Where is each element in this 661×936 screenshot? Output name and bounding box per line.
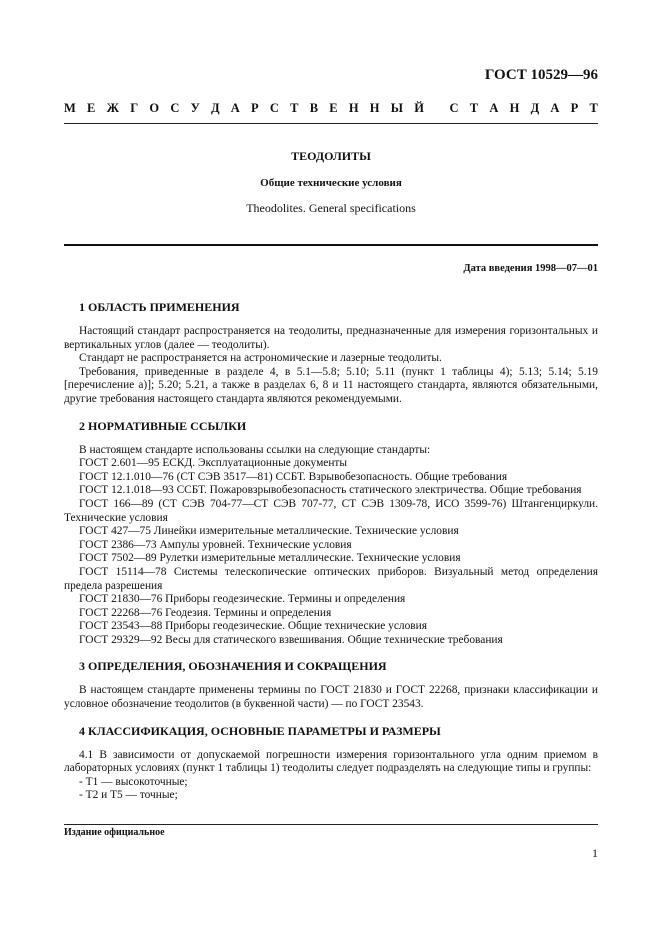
list-item: - Т1 — высокоточные; xyxy=(79,775,188,788)
title-divider xyxy=(64,244,598,246)
reference-item: ГОСТ 7502—89 Рулетки измерительные металлические. Технические условия xyxy=(79,552,461,565)
banner-letter: Н xyxy=(348,101,359,115)
official-edition-label: Издание официальное xyxy=(64,827,165,838)
section-heading: 2 НОРМАТИВНЫЕ ССЫЛКИ xyxy=(79,418,247,433)
reference-item: ГОСТ 12.1.018—93 ССБТ. Пожаровзрывобезопасность статического электричества. Общие требования xyxy=(79,484,582,497)
document-title: ТЕОДОЛИТЫ xyxy=(291,149,371,163)
paragraph: В настоящем стандарте применены термины по ГОСТ 21830 и ГОСТ 22268, признаки классификации и условное обозначение теодолитов (в буквенной части) — по ГОСТ 23543. xyxy=(64,684,598,711)
banner-letter: С xyxy=(269,101,279,115)
english-title: Theodolites. General specifications xyxy=(246,201,416,215)
reference-item: ГОСТ 166—89 (СТ СЭВ 704-77—СТ СЭВ 707-77, СТ СЭВ 1309-78, ИСО 3599-76) Штангенциркули. Технические условия xyxy=(64,497,598,524)
banner-letter: Р xyxy=(251,101,259,115)
list-item: - Т2 и Т5 — точные; xyxy=(79,789,178,802)
banner-letter: Е xyxy=(87,101,96,115)
paragraph: В настоящем стандарте использованы ссылки на следующие стандарты: xyxy=(79,443,431,456)
footer-divider xyxy=(64,824,598,825)
banner-letter: У xyxy=(190,101,200,115)
interstate-standard-banner xyxy=(64,101,598,116)
reference-item: ГОСТ 22268—76 Геодезия. Термины и определения xyxy=(79,606,332,619)
section-heading: 4 КЛАССИФИКАЦИЯ, ОСНОВНЫЕ ПАРАМЕТРЫ И РАЗМЕРЫ xyxy=(79,723,441,738)
banner-letter: В xyxy=(309,101,319,115)
section-heading: 3 ОПРЕДЕЛЕНИЯ, ОБОЗНАЧЕНИЯ И СОКРАЩЕНИЯ xyxy=(79,659,387,674)
banner-letter: Н xyxy=(509,101,520,115)
paragraph: 4.1 В зависимости от допускаемой погрешности измерения горизонтального угла одним приемом в лабораторных условиях (пункт 1 таблицы 1) теодолиты следует подразделять на следующие типы и группы: xyxy=(64,748,598,775)
banner-letter: Д xyxy=(210,101,220,115)
banner-letter: С xyxy=(449,101,459,115)
banner-letter: Г xyxy=(130,101,139,115)
banner-letter: Й xyxy=(414,101,424,115)
banner-space xyxy=(435,101,438,116)
banner-letter: С xyxy=(170,101,180,115)
banner-letter: А xyxy=(550,101,560,115)
document-subtitle: Общие технические условия xyxy=(260,177,402,189)
document-body xyxy=(64,300,598,803)
banner-letter: О xyxy=(149,101,160,115)
banner-letter: А xyxy=(489,101,499,115)
reference-item: ГОСТ 427—75 Линейки измерительные металлические. Технические условия xyxy=(79,525,459,538)
standard-code: ГОСТ 10529—96 xyxy=(484,67,598,83)
banner-letter: Р xyxy=(570,101,579,115)
banner-letter: Е xyxy=(329,101,338,115)
reference-item: ГОСТ 2386—73 Ампулы уровней. Технические условия xyxy=(79,538,352,551)
introduction-date: Дата введения 1998—07—01 xyxy=(463,263,598,274)
banner-divider xyxy=(64,123,598,124)
banner-letter: А xyxy=(230,101,240,115)
banner-letter: Ж xyxy=(106,101,119,115)
banner-letter: Д xyxy=(530,101,540,115)
section-heading: 1 ОБЛАСТЬ ПРИМЕНЕНИЯ xyxy=(79,300,240,314)
paragraph: Требования, приведенные в разделе 4, в 5.1—5.8; 5.10; 5.11 (пункт 1 таблицы 4); 5.13; 5.14; 5.19 [перечисление а)]; 5.20; 5.21, а также в разделах 6, 8 и 11 настоящего стандарта, являются обязательными, другие требования настоящего стандарта являются рекомендуемыми. xyxy=(64,365,598,405)
page-number: 1 xyxy=(592,846,598,860)
reference-item: ГОСТ 15114—78 Системы телескопические оптических приборов. Визуальный метод определения предела разрешения xyxy=(64,565,598,592)
reference-item: ГОСТ 21830—76 Приборы геодезические. Термины и определения xyxy=(79,593,406,606)
reference-item: ГОСТ 29329—92 Весы для статического взвешивания. Общие технические требования xyxy=(79,633,503,646)
banner-letter: Ы xyxy=(390,101,404,115)
reference-item: ГОСТ 2.601—95 ЕСКД. Эксплуатационные документы xyxy=(79,457,348,470)
banner-letter: М xyxy=(64,101,76,115)
banner-letter: Т xyxy=(469,101,479,115)
banner-letter: Н xyxy=(369,101,380,115)
banner-letter: Т xyxy=(290,101,299,115)
reference-item: ГОСТ 12.1.010—76 (СТ СЭВ 3517—81) ССБТ. Взрывобезопасность. Общие требования xyxy=(79,470,508,483)
banner-letter: Т xyxy=(589,101,598,115)
paragraph: Стандарт не распространяется на астрономические и лазерные теодолиты. xyxy=(79,352,442,365)
reference-item: ГОСТ 23543—88 Приборы геодезические. Общие технические условия xyxy=(79,620,427,633)
paragraph: Настоящий стандарт распространяется на теодолиты, предназначенные для измерения горизонтальных и вертикальных углов (далее — теодолиты). xyxy=(64,325,598,351)
